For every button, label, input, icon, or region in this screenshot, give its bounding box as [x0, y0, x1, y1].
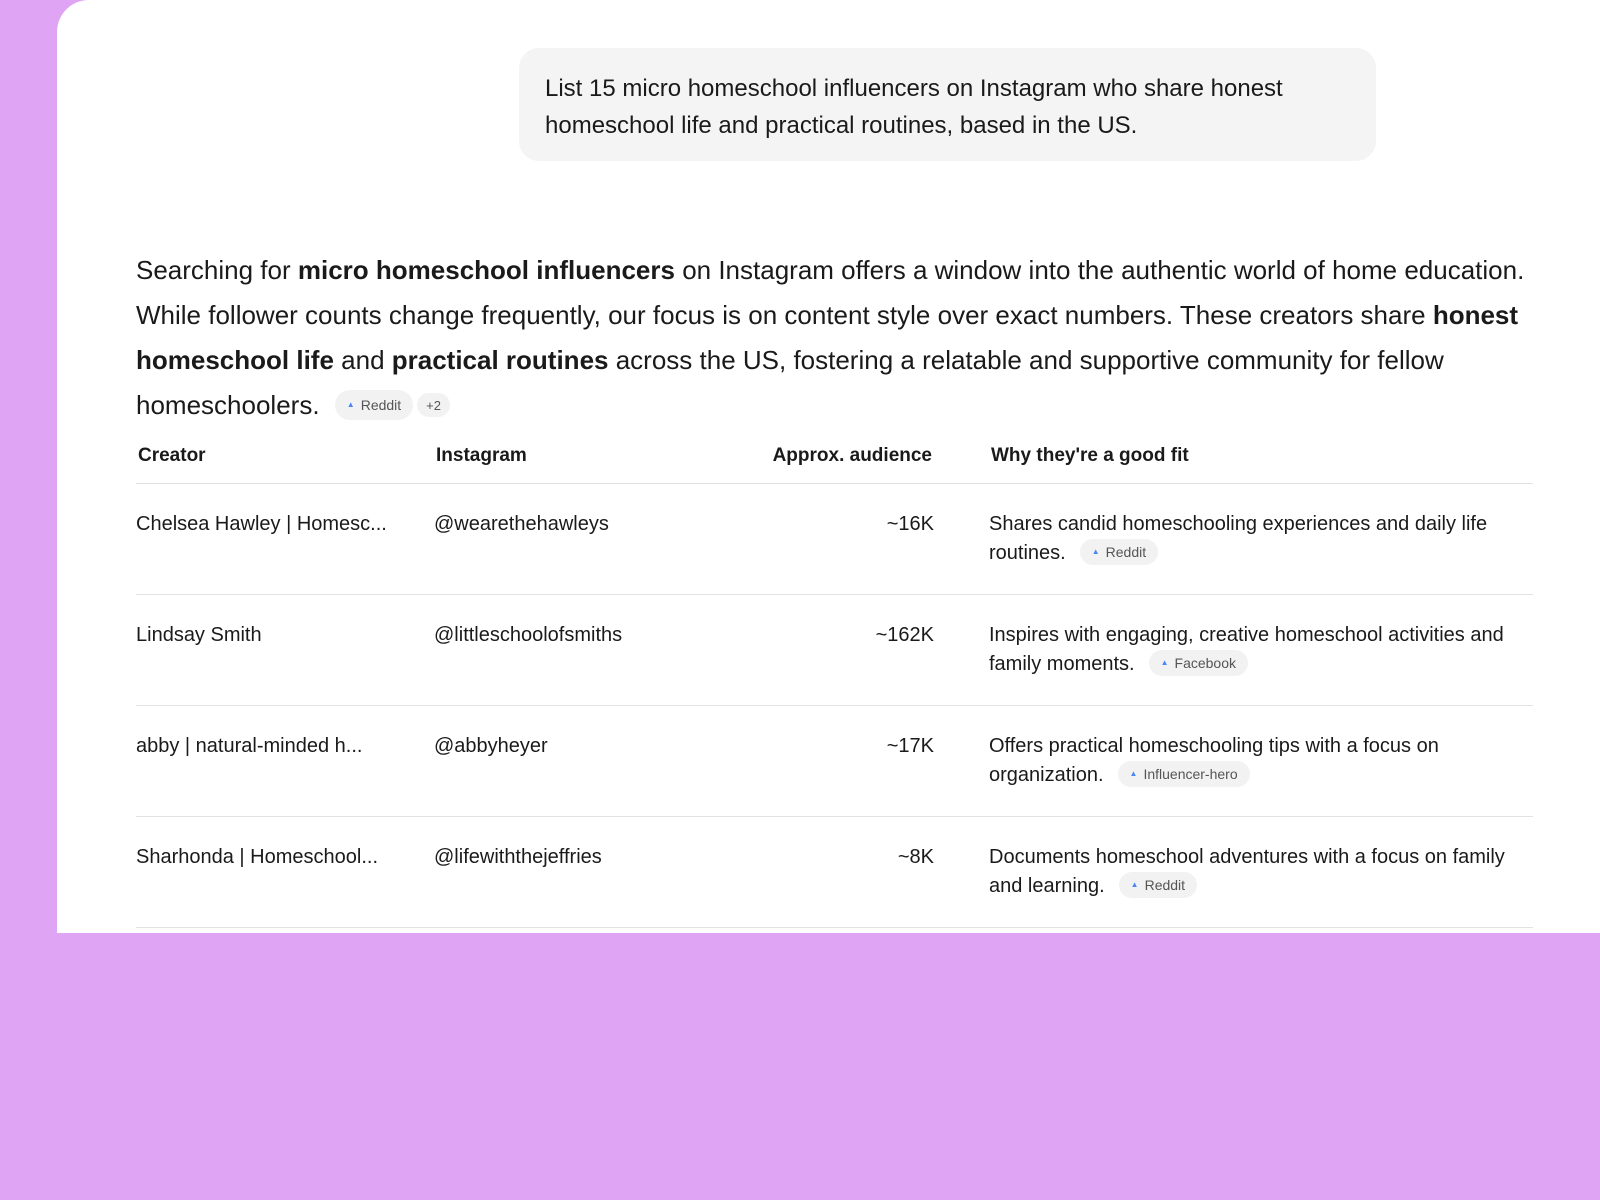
source-icon: ▲ [1091, 547, 1100, 557]
answer-bold: honest homeschool life [136, 300, 1519, 375]
answer-bold: micro homeschool influencers [297, 255, 675, 285]
source-chip-label: Reddit [360, 396, 402, 413]
header-why: Why they're a good fit [934, 430, 1533, 483]
table-row [136, 594, 1533, 705]
why-cell [934, 816, 1533, 927]
source-chip[interactable] [1080, 539, 1158, 565]
why-cell [934, 594, 1533, 705]
answer-text: and [333, 345, 392, 375]
source-chip-label: Reddit [1144, 876, 1186, 893]
table-row [136, 705, 1533, 816]
influencer-table [136, 430, 1533, 928]
answer-text: on Instagram offers a window into the authentic world of home education. While follower counts change frequently, our focus is on content style over exact numbers. These creators share [136, 255, 1525, 330]
source-icon: ▲ [1129, 769, 1138, 779]
source-chip-label: Facebook [1174, 654, 1236, 671]
source-icon: ▲ [1160, 658, 1169, 668]
source-icon: ▲ [1130, 880, 1139, 890]
why-text: Shares candid homeschooling experiences and daily life routines. [989, 512, 1488, 564]
answer-text: Searching for [136, 255, 298, 285]
audience-cell: ~16K [664, 483, 934, 594]
source-icon: ▲ [346, 400, 355, 410]
why-text: Offers practical homeschooling tips with a focus on organization. [989, 734, 1439, 786]
instagram-cell: @lifewiththejeffries [434, 816, 664, 927]
audience-cell: ~162K [664, 594, 934, 705]
table-row [136, 483, 1533, 594]
source-chip[interactable] [335, 390, 413, 420]
instagram-cell: @abbyheyer [434, 705, 664, 816]
answer-bold: practical routines [391, 345, 609, 375]
why-text: Documents homeschool adventures with a focus on family and learning. [989, 845, 1505, 897]
header-instagram: Instagram [434, 430, 664, 483]
audience-cell: ~8K [664, 816, 934, 927]
instagram-cell: @wearethehawleys [434, 483, 664, 594]
why-cell [934, 483, 1533, 594]
user-message-bubble [519, 48, 1376, 161]
table-row [136, 816, 1533, 927]
audience-cell: ~17K [664, 705, 934, 816]
creator-cell: abby | natural-minded h... [136, 705, 434, 816]
creator-cell: Sharhonda | Homeschool... [136, 816, 434, 927]
table-header-row [136, 430, 1533, 483]
why-cell [934, 705, 1533, 816]
creator-cell: Lindsay Smith [136, 594, 434, 705]
source-chip[interactable] [1119, 872, 1197, 898]
source-chip-label: Influencer-hero [1143, 765, 1238, 782]
chat-panel [57, 0, 1600, 933]
more-sources-chip[interactable] [417, 393, 450, 417]
assistant-answer [136, 248, 1556, 428]
header-audience: Approx. audience [664, 430, 934, 483]
user-message-text: List 15 micro homeschool influencers on Instagram who share honest homeschool life and practical routines, based in the US. [545, 75, 1283, 139]
why-text: Inspires with engaging, creative homeschool activities and family moments. [989, 623, 1504, 675]
instagram-cell: @littleschoolofsmiths [434, 594, 664, 705]
answer-text: across the US, fostering a relatable and supportive community for fellow homeschoolers. [136, 345, 1444, 420]
source-chip[interactable] [1149, 650, 1248, 676]
source-chip-label: Reddit [1105, 543, 1147, 560]
header-creator: Creator [136, 430, 434, 483]
more-sources-label: +2 [426, 397, 441, 413]
source-chip[interactable] [1118, 761, 1250, 787]
creator-cell: Chelsea Hawley | Homesc... [136, 483, 434, 594]
